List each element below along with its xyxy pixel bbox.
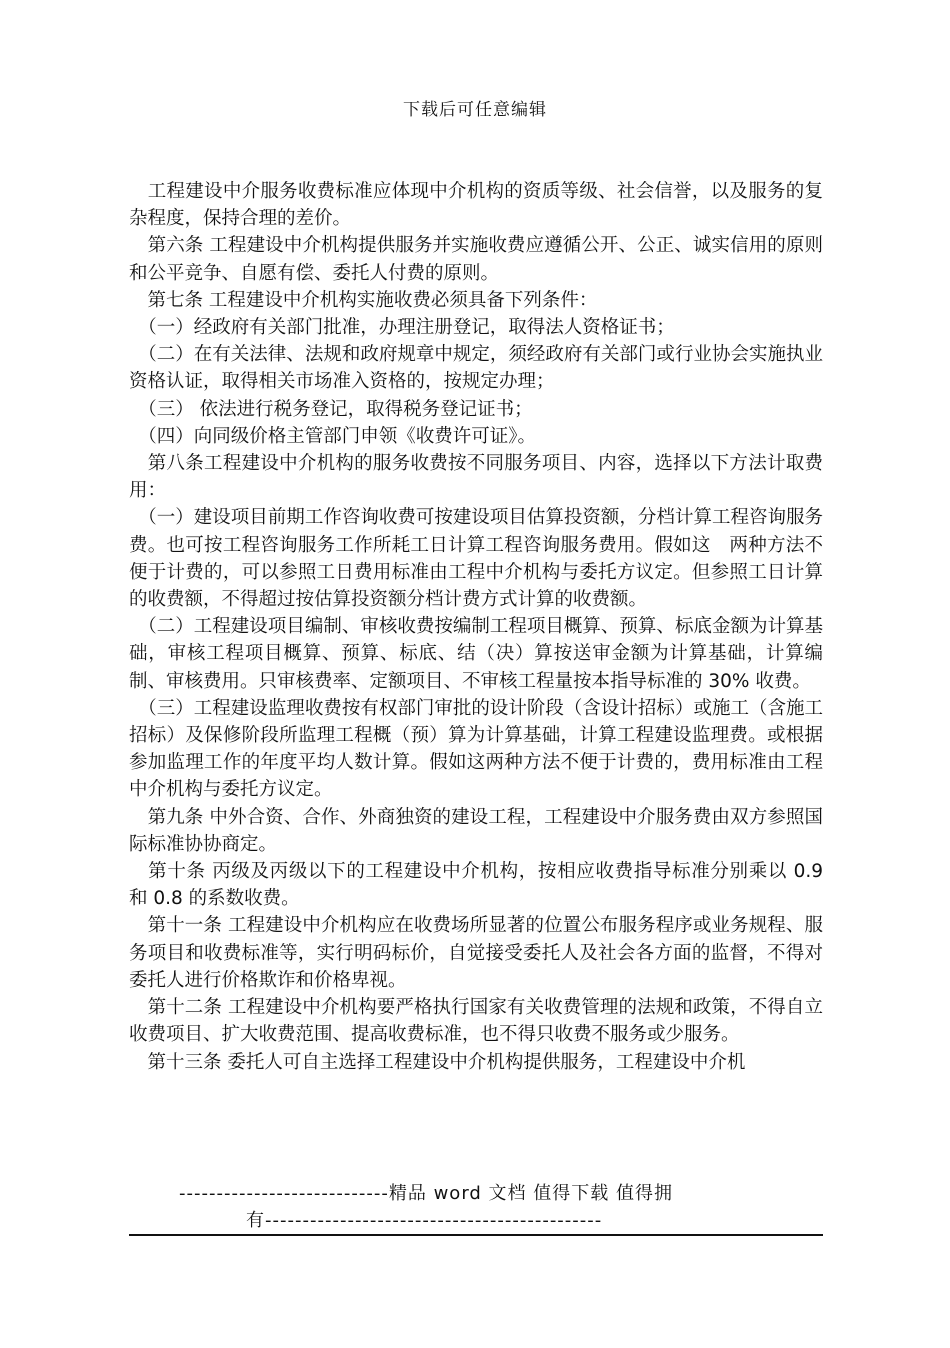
paragraph-item: （一）建设项目前期工作咨询收费可按建设项目估算投资额，分档计算工程咨询服务费。也可按工程咨询服务工作所耗工日计算工程咨询服务费用。假如这 两种方法不便于计费的，可以参照工日费用标准由工程中介机构与委托方议定。但参照工日计算的收费额，不得超过按估算投资额分档计费方式计算的收费额。 [129,507,823,611]
paragraph-article-9: 第九条 中外合资、合作、外商独资的建设工程，工程建设中介服务费由双方参照国际标准协协商定。 [129,806,823,855]
paragraph-item: （一）经政府有关部门批准，办理注册登记，取得法人资格证书； [129,317,675,339]
paragraph-article-7: 第七条 工程建设中介机构实施收费必须具备下列条件： [129,289,598,311]
paragraph-article-6: 第六条 工程建设中介机构提供服务并实施收费应遵循公开、公正、诚实信用的原则和公平竞争、自愿有偿、委托人付费的原则。 [129,235,823,284]
paragraph-item: （四）向同级价格主管部门申领《收费许可证》。 [129,425,537,447]
footer-divider [129,1234,823,1236]
footer-text: ----------------------------精品 word 文档 值得下载 值得拥 [179,1183,673,1204]
paragraph-article-13: 第十三条 委托人可自主选择工程建设中介机构提供服务，工程建设中介机 [129,1051,746,1073]
footer-text: 有--------------------------------------------- [246,1210,603,1231]
document-body [129,178,823,1076]
paragraph: 工程建设中介服务收费标准应体现中介机构的资质等级、社会信誉，以及服务的复杂程度，保持合理的差价。 [129,181,823,230]
paragraph-item: （二）在有关法律、法规和政府规章中规定，须经政府有关部门或行业协会实施执业资格认证，取得相关市场准入资格的，按规定办理； [129,344,823,393]
paragraph-article-8: 第八条工程建设中介机构的服务收费按不同服务项目、内容，选择以下方法计取费用： [129,453,823,502]
page-footer [129,1180,823,1234]
page-header: 下载后可任意编辑 [403,100,547,120]
paragraph-article-11: 第十一条 工程建设中介机构应在收费场所显著的位置公布服务程序或业务规程、服务项目和收费标准等，实行明码标价，自觉接受委托人及社会各方面的监督，不得对委托人进行价格欺诈和价格卑视。 [129,915,823,991]
paragraph-item: （二）工程建设项目编制、审核收费按编制工程项目概算、预算、标底金额为计算基础，审核工程项目概算、预算、标底、结（决）算按送审金额为计算基础，计算编制、审核费用。只审核费率、定额项目、不审核工程量按本指导标准的 30% 收费。 [129,616,823,692]
paragraph-item: （三）工程建设监理收费按有权部门审批的设计阶段（含设计招标）或施工（含施工招标）及保修阶段所监理工程概（预）算为计算基础，计算工程建设监理费。或根据参加监理工作的年度平均人数计算。假如这两种方法不便于计费的，费用标准由工程中介机构与委托方议定。 [129,697,823,801]
paragraph-item: （三） 依法进行税务登记，取得税务登记证书； [129,398,533,420]
paragraph-article-10: 第十条 丙级及丙级以下的工程建设中介机构，按相应收费指导标准分别乘以 0.9 和 0.8 的系数收费。 [129,861,823,910]
paragraph-article-12: 第十二条 工程建设中介机构要严格执行国家有关收费管理的法规和政策，不得自立收费项目、扩大收费范围、提高收费标准，也不得只收费不服务或少服务。 [129,997,823,1046]
